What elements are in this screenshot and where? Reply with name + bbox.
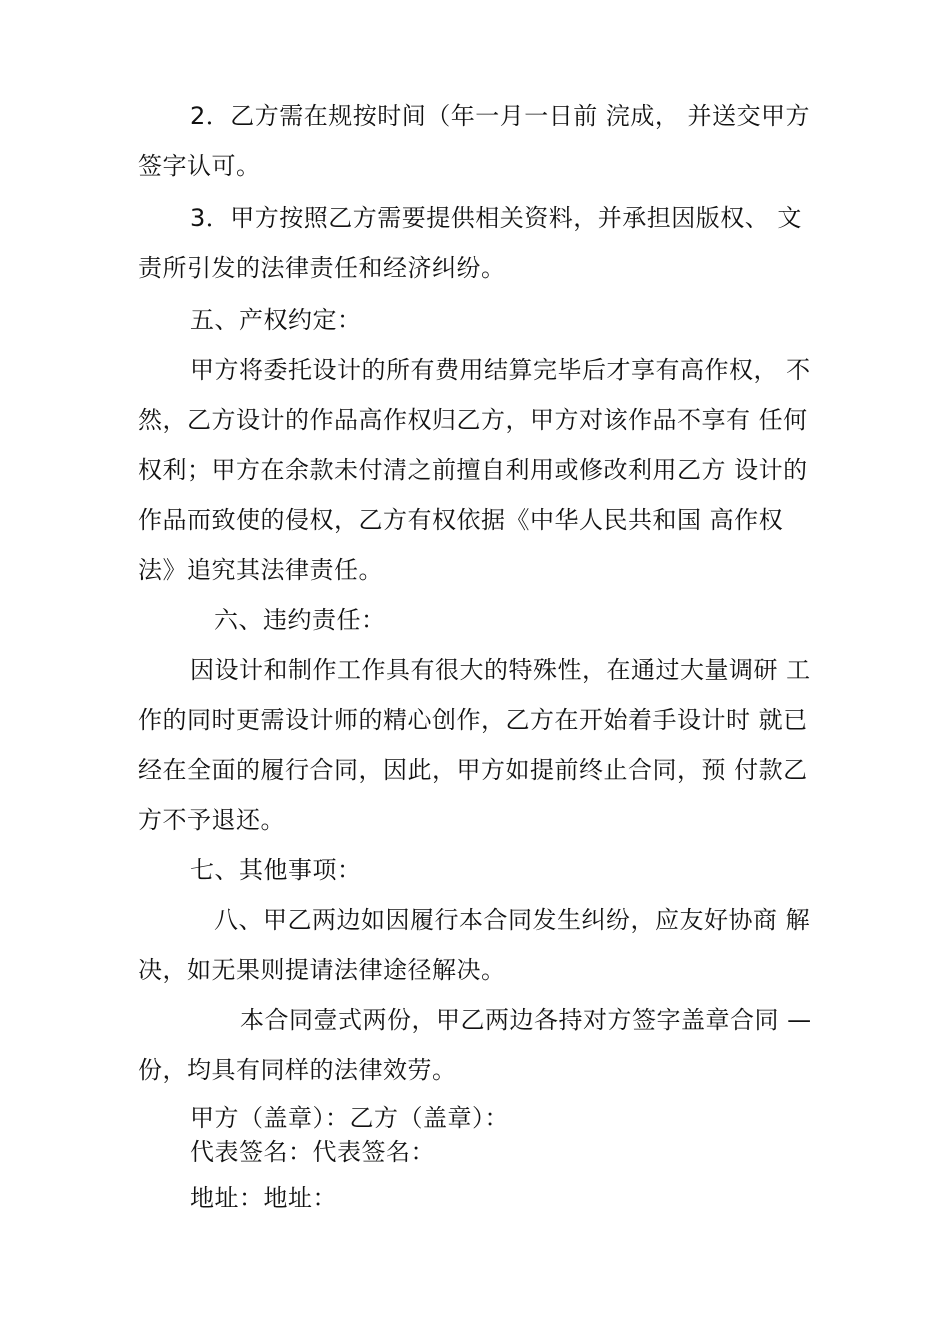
signature-representative-line: 代表签名：代表签名： — [190, 1138, 435, 1166]
section-5-para-line-3: 权利；甲方在余款未付清之前擅自利用或修改利用乙方 设计的 — [138, 456, 808, 484]
section-5-para-line-1: 甲方将委托设计的所有费用结算完毕后才享有高作权， 不 — [190, 356, 811, 384]
signature-seal-line: 甲方（盖章）：乙方（盖章）： — [190, 1104, 509, 1132]
section-6-para-line-3: 经在全面的履行合同，因此，甲方如提前终止合同，预 付款乙 — [138, 756, 808, 784]
clause-2-line-1: 2．乙方需在规按时间（年一月一日前 浣成， 并送交甲方 — [190, 102, 811, 130]
section-6-para-line-2: 作的同时更需设计师的精心创作，乙方在开始着手设计时 就已 — [138, 706, 808, 734]
section-6-para-line-1: 因设计和制作工作具有很大的特殊性，在通过大量调研 工 — [190, 656, 811, 684]
section-6-para-line-4: 方不予退还。 — [138, 806, 285, 834]
clause-3-line-2: 责所引发的法律责任和经济纠纷。 — [138, 254, 506, 282]
clause-3-line-1: 3．甲方按照乙方需要提供相关资料，并承担因版权、 文 — [190, 204, 802, 232]
section-5-para-line-2: 然，乙方设计的作品高作权归乙方，甲方对该作品不享有 任何 — [138, 406, 808, 434]
copies-line-2: 份，均具有同样的法律效劳。 — [138, 1056, 457, 1084]
section-5-para-line-5: 法》追究其法律责任。 — [138, 556, 383, 584]
section-6-heading: 六、违约责任： — [214, 606, 386, 634]
section-5-para-line-4: 作品而致使的侵权，乙方有权依据《中华人民共和国 高作权 — [138, 506, 784, 534]
signature-address-line: 地址：地址： — [190, 1184, 337, 1212]
copies-line-1: 本合同壹式两份，甲乙两边各持对方签字盖章合同 — — [240, 1006, 812, 1034]
section-8-line-2: 决，如无果则提请法律途径解决。 — [138, 956, 506, 984]
clause-2-line-2: 签字认可。 — [138, 152, 261, 180]
section-8-line-1: 八、甲乙两边如因履行本合同发生纠纷，应友好协商 解 — [214, 906, 811, 934]
section-5-heading: 五、产权约定： — [190, 306, 362, 334]
section-7-heading: 七、其他事项： — [190, 856, 362, 884]
